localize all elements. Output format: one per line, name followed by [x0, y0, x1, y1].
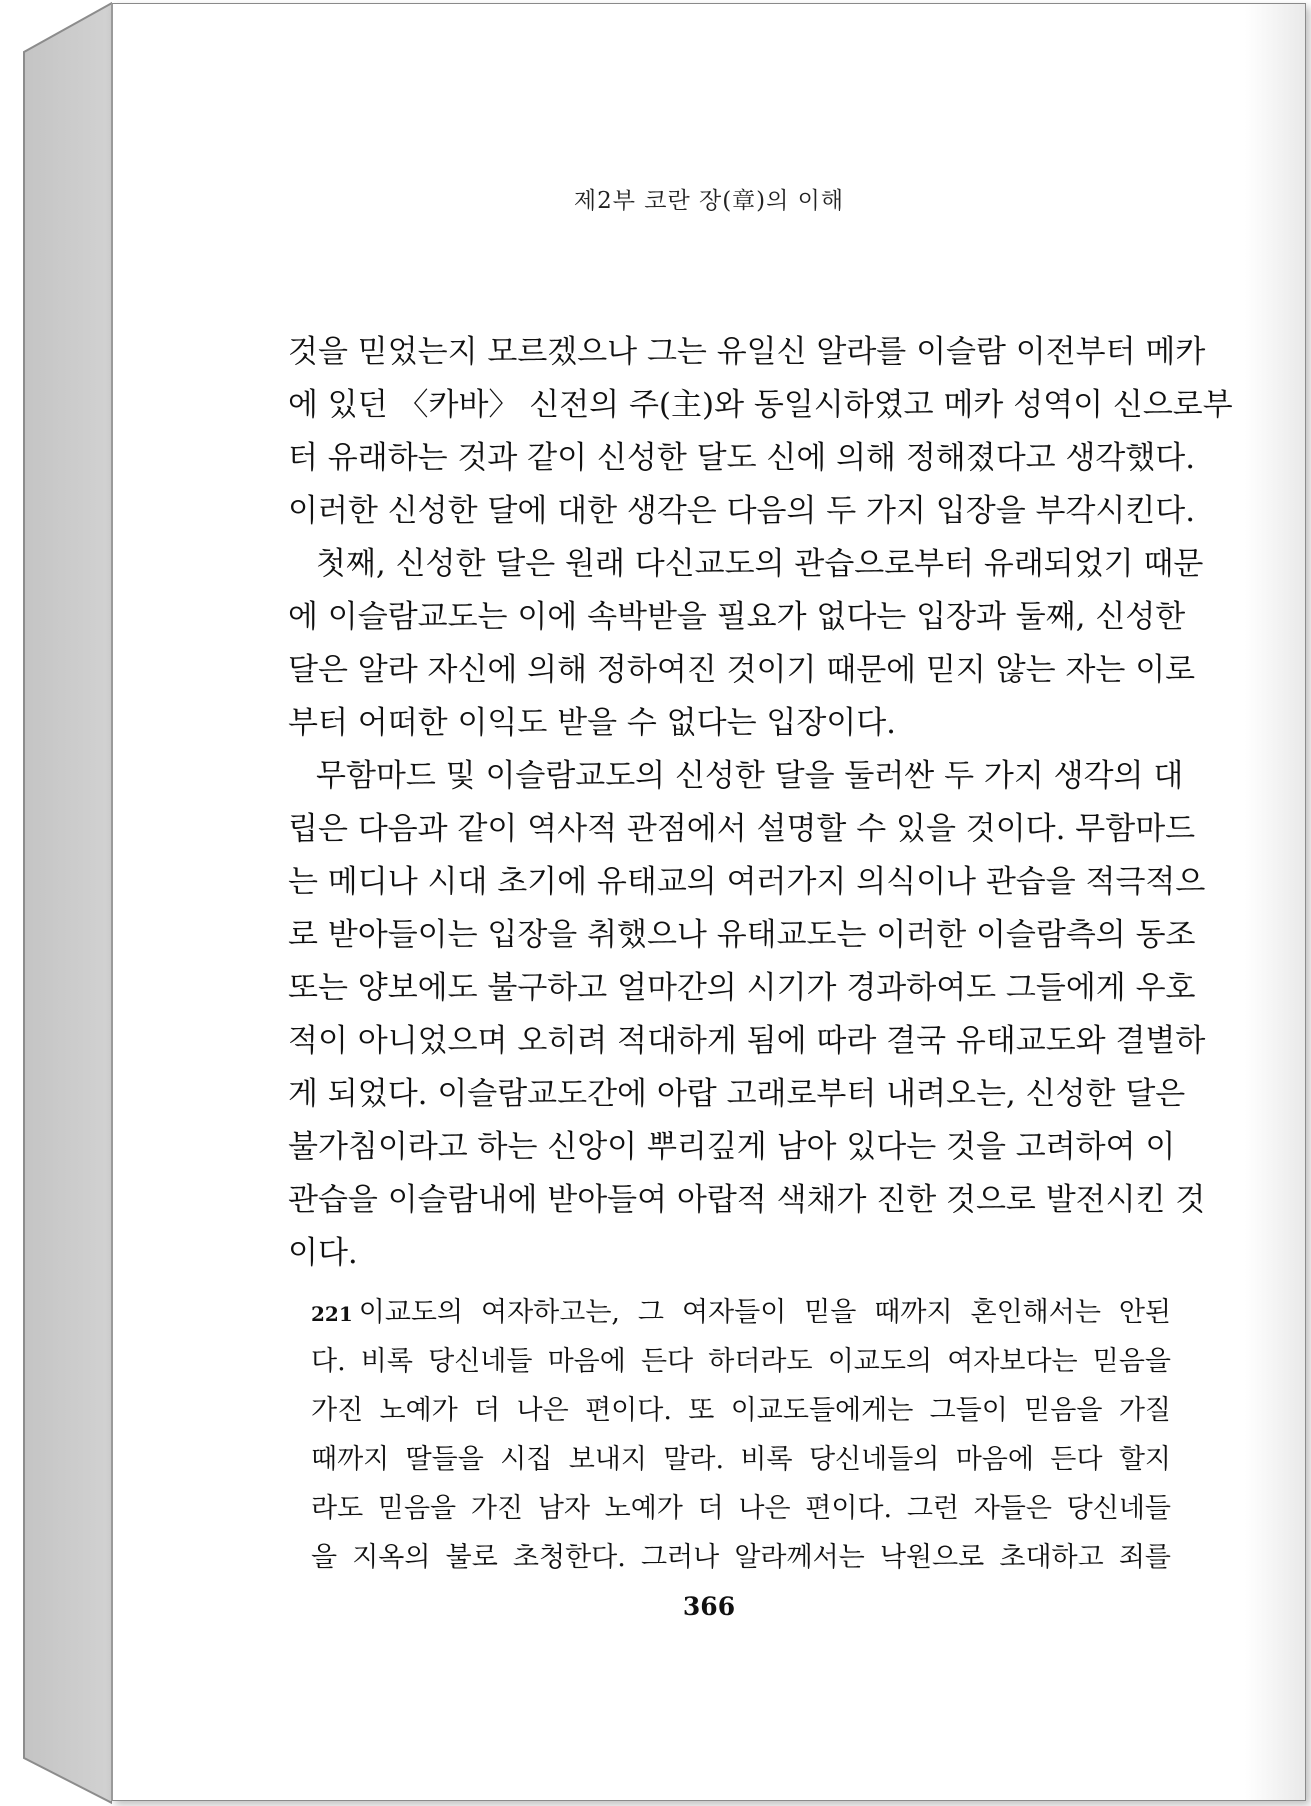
book-spine	[0, 0, 112, 1806]
body-line: 에 있던 〈카바〉 신전의 주(主)와 동일시하였고 메카 성역이 신으로부	[288, 387, 1233, 423]
footnote-text: 이교도의 여자하고는, 그 여자들이 믿을 때까지 혼인해서는 안된	[358, 1297, 1171, 1328]
body-line: 부터 어떠한 이익도 받을 수 없다는 입장이다.	[288, 705, 897, 741]
body-line: 립은 다음과 같이 역사적 관점에서 설명할 수 있을 것이다. 무함마드	[288, 811, 1196, 847]
running-header: 제2부 코란 장(章)의 이해	[573, 188, 845, 214]
body-line: 게 되었다. 이슬람교도간에 아랍 고래로부터 내려오는, 신성한 달은	[288, 1076, 1186, 1112]
body-line: 달은 알라 자신에 의해 정하여진 것이기 때문에 믿지 않는 자는 이로	[288, 652, 1196, 688]
footnote-line: 다. 비록 당신네들 마음에 든다 하더라도 이교도의 여자보다는 믿음을	[311, 1346, 1171, 1377]
body-line: 불가침이라고 하는 신앙이 뿌리깊게 남아 있다는 것을 고려하여 이	[288, 1129, 1176, 1165]
body-line: 적이 아니었으며 오히려 적대하게 됨에 따라 결국 유태교도와 결별하	[288, 1023, 1206, 1059]
body-line: 터 유래하는 것과 같이 신성한 달도 신에 의해 정해졌다고 생각했다.	[288, 440, 1196, 476]
body-line: 또는 양보에도 불구하고 얼마간의 시기가 경과하여도 그들에게 우호	[288, 970, 1196, 1006]
body-line: 첫째, 신성한 달은 원래 다신교도의 관습으로부터 유래되었기 때문	[316, 546, 1204, 582]
footnote-line: 을 지옥의 불로 초청한다. 그러나 알라께서는 낙원으로 초대하고 죄를	[311, 1542, 1171, 1573]
footnote-line: 때까지 딸들을 시집 보내지 말라. 비록 당신네들의 마음에 든다 할지	[311, 1444, 1171, 1475]
body-text	[288, 326, 1233, 1280]
footnote-line: 라도 믿음을 가진 남자 노예가 더 나은 편이다. 그런 자들은 당신네들	[311, 1493, 1171, 1524]
body-line: 관습을 이슬람내에 받아들여 아랍적 색채가 진한 것으로 발전시킨 것	[288, 1182, 1206, 1218]
book-page	[111, 3, 1306, 1801]
footnote-line	[311, 1288, 1171, 1337]
body-line: 는 메디나 시대 초기에 유태교의 여러가지 의식이나 관습을 적극적으	[288, 864, 1206, 900]
body-line: 에 이슬람교도는 이에 속박받을 필요가 없다는 입장과 둘째, 신성한	[288, 599, 1186, 635]
page-edge-shade	[1245, 4, 1305, 1800]
body-line: 것을 믿었는지 모르겠으나 그는 유일신 알라를 이슬람 이전부터 메카	[288, 334, 1206, 370]
body-line: 이러한 신성한 달에 대한 생각은 다음의 두 가지 입장을 부각시킨다.	[288, 493, 1196, 529]
footnote	[311, 1288, 1171, 1582]
body-line: 무함마드 및 이슬람교도의 신성한 달을 둘러싼 두 가지 생각의 대	[316, 758, 1184, 794]
footnote-line: 가진 노예가 더 나은 편이다. 또 이교도들에게는 그들이 믿음을 가질	[311, 1395, 1171, 1426]
page-number: 366	[682, 1592, 736, 1621]
footnote-number: 221	[311, 1302, 353, 1326]
body-line: 로 받아들이는 입장을 취했으나 유태교도는 이러한 이슬람측의 동조	[288, 917, 1196, 953]
body-line: 이다.	[288, 1235, 358, 1271]
